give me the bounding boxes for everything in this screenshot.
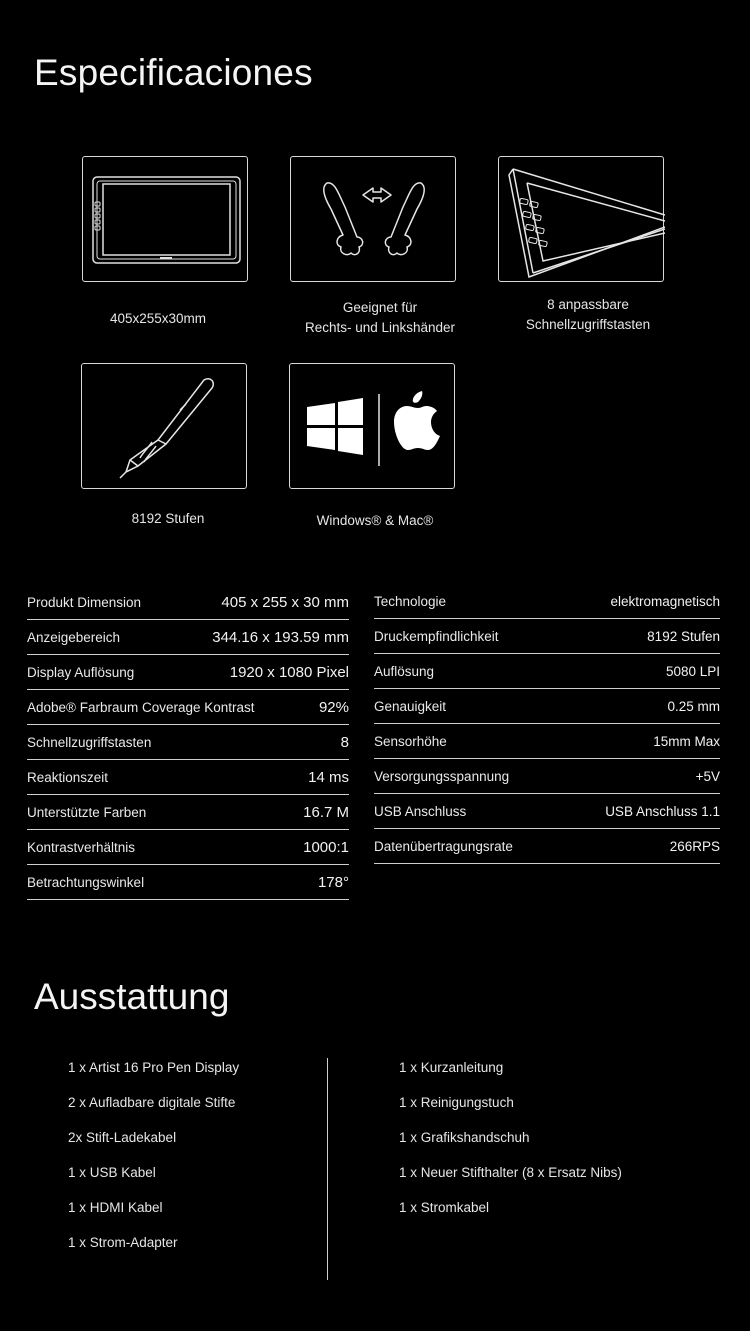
feature-caption-hands: Geeignet für Rechts- und Linkshänder	[304, 300, 456, 335]
spec-row	[374, 829, 720, 864]
spec-row	[374, 759, 720, 794]
spec-value: 344.16 x 193.59 mm	[212, 628, 349, 646]
spec-row	[374, 654, 720, 689]
spec-row	[374, 794, 720, 829]
spec-value: 8	[340, 733, 349, 751]
spec-row	[27, 795, 349, 830]
spec-value: 15mm Max	[653, 733, 720, 749]
feature-caption-os: Windows® & Mac®	[316, 513, 434, 528]
accessory-item: 1 x Grafikshandschuh	[399, 1130, 530, 1145]
spec-row	[374, 584, 720, 619]
spec-label: Kontrastverhältnis	[27, 839, 136, 855]
spec-label: Reaktionszeit	[27, 769, 109, 785]
spec-label: Genauigkeit	[374, 698, 447, 714]
spec-row	[374, 724, 720, 759]
feature-caption-express-keys: 8 anpassbare Schnellzugriffstasten	[525, 297, 651, 332]
stylus-pen-icon	[82, 364, 248, 490]
spec-label: Datenübertragungsrate	[374, 838, 513, 854]
spec-row	[27, 690, 349, 725]
accessory-item: 2x Stift-Ladekabel	[68, 1130, 177, 1145]
accessories-title: Ausstattung	[34, 976, 230, 1017]
spec-value: 1000:1	[303, 838, 349, 856]
spec-label: Schnellzugriffstasten	[27, 734, 152, 750]
spec-value: 16.7 M	[303, 803, 349, 821]
accessory-item: 1 x Artist 16 Pro Pen Display	[68, 1060, 240, 1075]
spec-value: 0.25 mm	[667, 698, 720, 714]
windows-logo-icon	[307, 398, 363, 455]
spec-value: 405 x 255 x 30 mm	[221, 593, 349, 611]
tablet-express-keys-icon	[499, 157, 665, 283]
spec-row	[27, 620, 349, 655]
feature-card-pen	[81, 363, 247, 489]
spec-label: Druckempfindlichkeit	[374, 628, 499, 644]
spec-label: Anzeigebereich	[27, 629, 121, 645]
feature-card-dimension	[82, 156, 248, 282]
accessories-divider	[327, 1058, 328, 1280]
accessory-item: 2 x Aufladbare digitale Stifte	[68, 1095, 236, 1110]
spec-label: Sensorhöhe	[374, 733, 447, 749]
feature-card-os	[289, 363, 455, 489]
spec-label: Betrachtungswinkel	[27, 874, 145, 890]
spec-value: elektromagnetisch	[610, 593, 720, 609]
spec-label: Auflösung	[374, 663, 435, 679]
accessory-item: 1 x HDMI Kabel	[68, 1200, 163, 1215]
spec-label: Produkt Dimension	[27, 594, 142, 610]
spec-value: +5V	[695, 768, 720, 784]
spec-value: 266RPS	[669, 838, 720, 854]
spec-value: 1920 x 1080 Pixel	[229, 663, 349, 681]
specs-title: Especificaciones	[34, 52, 313, 93]
spec-label: Display Auflösung	[27, 664, 135, 680]
spec-value: 8192 Stufen	[647, 628, 720, 644]
accessory-item: 1 x Neuer Stifthalter (8 x Ersatz Nibs)	[399, 1165, 622, 1180]
accessory-item: 1 x Stromkabel	[399, 1200, 490, 1215]
accessory-item: 1 x Reinigungstuch	[399, 1095, 514, 1110]
accessory-item: 1 x USB Kabel	[68, 1165, 156, 1180]
feature-card-hands	[290, 156, 456, 282]
spec-label: Technologie	[374, 593, 447, 609]
spec-row	[27, 865, 349, 900]
accessory-item: 1 x Kurzanleitung	[399, 1060, 504, 1075]
spec-value: 5080 LPI	[665, 663, 720, 679]
spec-value: 178°	[317, 873, 349, 891]
feature-card-express-keys	[498, 156, 664, 282]
left-right-hands-icon	[291, 157, 457, 283]
windows-mac-icon	[290, 364, 456, 490]
spec-label: Unterstützte Farben	[27, 804, 147, 820]
spec-value: USB Anschluss 1.1	[605, 803, 720, 819]
spec-row	[374, 619, 720, 654]
spec-row	[27, 830, 349, 865]
spec-label: Adobe® Farbraum Coverage Kontrast	[27, 699, 255, 715]
spec-label: USB Anschluss	[374, 803, 467, 819]
tablet-front-icon	[83, 157, 249, 283]
spec-value: 92%	[318, 698, 349, 716]
apple-logo-icon	[394, 391, 440, 450]
spec-row	[374, 689, 720, 724]
spec-row	[27, 725, 349, 760]
spec-label: Versorgungsspannung	[374, 768, 510, 784]
spec-row	[27, 760, 349, 795]
spec-value: 14 ms	[308, 768, 349, 786]
feature-caption-dimension: 405x255x30mm	[109, 311, 207, 326]
feature-caption-pen: 8192 Stufen	[131, 511, 205, 526]
spec-row	[27, 585, 349, 620]
accessory-item: 1 x Strom-Adapter	[68, 1235, 178, 1250]
spec-row	[27, 655, 349, 690]
